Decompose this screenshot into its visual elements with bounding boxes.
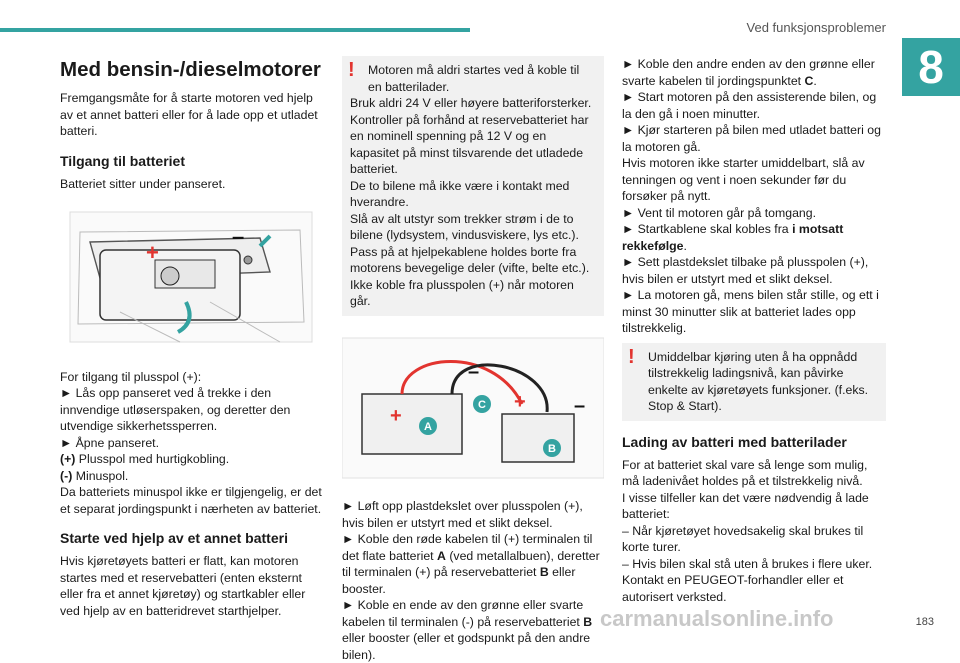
fig-minus-label: –: [574, 394, 586, 417]
reserve-battery: [502, 414, 574, 462]
battery-access-illustration: [60, 202, 322, 352]
page-number: 183: [915, 616, 934, 628]
jump-start-text: Hvis kjøretøyets batteri er flatt, kan motoren startes med et reservebatteri (enten eksternt eller fra et annet kjøretøy) og startkabler eller ved hjelp av en batteridrevet starthjelper.: [60, 554, 306, 618]
instruction-line: ► Kjør starteren på bilen med utladet batteri og la motoren gå.: [622, 123, 881, 154]
instruction-line: [342, 531, 604, 597]
marker-b-label: B: [548, 442, 556, 455]
instruction-line: [622, 221, 886, 254]
instruction-line: – Hvis bilen skal stå uten å brukes i flere uker.: [622, 556, 873, 571]
legend-text: Plusspol med hurtigkobling.: [75, 452, 230, 466]
instruction-line: ► Sett plastdekslet tilbake på plusspolen (+), hvis bilen er utstyrt med et slikt deksel.: [622, 255, 869, 286]
chapter-number-badge: 8: [902, 38, 960, 96]
text-part: .: [813, 73, 817, 88]
warning-text: Ikke koble fra plusspolen (+) når motoren går.: [350, 277, 574, 308]
instruction-line: Kontakt en PEUGEOT-forhandler eller et autorisert verksted.: [622, 573, 844, 604]
text-part: .: [683, 238, 687, 253]
legend-text: Minuspol.: [72, 468, 129, 483]
instruction-line: For tilgang til plusspol (+):: [60, 369, 202, 384]
positive-terminal-icon: [161, 267, 179, 285]
warning-text: Motoren må aldri startes ved å koble til en batterilader.: [368, 63, 580, 94]
intro-text: Fremgangsmåte for å starte motoren ved hjelp av et annet batteri eller for å lade opp et utladet batteri.: [60, 91, 318, 138]
instruction-line: ► Vent til motoren går på tomgang.: [622, 205, 817, 220]
instruction-line: ► Åpne panseret.: [60, 435, 159, 450]
page-title: Med bensin-/dieselmotorer: [60, 58, 321, 81]
text-part: eller booster (eller et godspunkt på den andre bilen).: [342, 631, 591, 662]
flat-battery: [362, 394, 462, 454]
instruction-line: [622, 56, 886, 89]
instruction-line: ► Start motoren på den assisterende bilen, og la den gå i noen minutter.: [622, 90, 877, 121]
fig-plus-label: +: [146, 240, 159, 265]
instruction-line: Da batteriets minuspol ikke er tilgjengelig, er det et separat jordingspunkt i nærheten av batteriet.: [60, 485, 322, 516]
text-part: ► Koble den røde kabelen til (+) terminalen til det flate batteriet: [342, 532, 593, 563]
warning-box: [622, 343, 886, 421]
warning-icon: !: [348, 59, 355, 81]
legend-key: (+): [60, 452, 76, 466]
text-bold: B: [583, 614, 593, 629]
instruction-line: For at batteriet skal vare så lenge som mulig, må ladenivået holdes på et tilstrekkelig nivå.: [622, 457, 868, 488]
section-title: Ved funksjonsproblemer: [746, 20, 886, 35]
fig-minus-label: –: [232, 224, 245, 249]
marker-c-label: C: [478, 398, 486, 411]
instruction-line: ► Løft opp plastdekslet over plusspolen (+), hvis bilen er utstyrt med et slikt deksel.: [342, 499, 583, 530]
text-bold: A: [437, 548, 446, 563]
column-1: [60, 56, 322, 619]
instruction-line: – Når kjøretøyet hovedsakelig skal brukes til korte turer.: [622, 523, 864, 554]
text-part: ► Startkablene skal kobles fra: [622, 222, 793, 236]
text-bold: C: [804, 73, 814, 88]
warning-text: Umiddelbar kjøring uten å ha oppnådd tilstrekkelig ladingsnivå, kan påvirke enkelte av kjøretøyets funksjoner. (f.eks. Stop & Start).: [648, 349, 869, 413]
text-part: ► Koble den andre enden av den grønne eller svarte kabelen til jordingspunktet: [622, 57, 875, 88]
instruction-line: ► Lås opp panseret ved å trekke i den innvendige utløserspaken, og deretter den utvendige sikkerhetssperren.: [60, 386, 291, 433]
warning-text: Bruk aldri 24 V eller høyere batteriforsterker.: [350, 96, 592, 110]
fig-plus-label: +: [390, 404, 402, 427]
instruction-line: [342, 597, 604, 663]
warning-text: Slå av alt utstyr som trekker strøm i de to bilene (lydsystem, vindusviskere, lys etc.).: [350, 211, 579, 242]
instruction-line: [60, 451, 322, 468]
column-3: [622, 56, 886, 605]
text-bold: i motsatt rekkefølge: [622, 222, 844, 253]
text-part: ► Koble en ende av den grønne eller svarte kabelen til terminalen (-) på reservebatteriet: [342, 598, 584, 629]
charging-heading: Lading av batteri med batterilader: [622, 433, 847, 450]
column-2: [342, 56, 604, 663]
access-text: Batteriet sitter under panseret.: [60, 176, 226, 191]
warning-text: Kontroller på forhånd at reservebatteriet har en nominell spenning på 12 V og en kapasitet på minst tilsvarende det utladede batteriet.: [350, 112, 589, 176]
jump-start-illustration: [342, 334, 604, 482]
text-part: eller booster.: [342, 565, 576, 596]
marker-a-label: A: [424, 420, 432, 433]
jump-start-heading: Starte ved hjelp av et annet batteri: [60, 530, 288, 546]
instruction-line: I visse tilfeller kan det være nødvendig å lade batteriet:: [622, 490, 869, 521]
instruction-line: Hvis motoren ikke starter umiddelbart, slå av tenningen og vent i noen sekunder før du forsøker på nytt.: [622, 156, 865, 203]
fig-minus-label: –: [468, 360, 480, 383]
header-accent-bar: [0, 28, 470, 32]
text-part: (ved metallalbuen), deretter til terminalen (+) på reservebatteriet: [342, 548, 600, 579]
text-bold: B: [539, 565, 549, 579]
warning-text: De to bilene må ikke være i kontakt med hverandre.: [350, 178, 570, 209]
legend-key: (-): [60, 468, 73, 483]
warning-text: Pass på at hjelpekablene holdes borte fra motorens bevegelige deler (vifte, belte etc.).: [350, 244, 590, 275]
access-heading: Tilgang til batteriet: [60, 152, 185, 169]
instruction-line: [60, 468, 322, 485]
instruction-line: ► La motoren gå, mens bilen står stille, og ett i minst 30 minutter slik at batteriet lades opp tilstrekkelig.: [622, 288, 879, 335]
fig-plus-label: +: [514, 390, 526, 413]
warning-box: [342, 56, 604, 316]
watermark: carmanualsonline.info: [600, 606, 834, 631]
warning-icon: !: [628, 345, 635, 368]
